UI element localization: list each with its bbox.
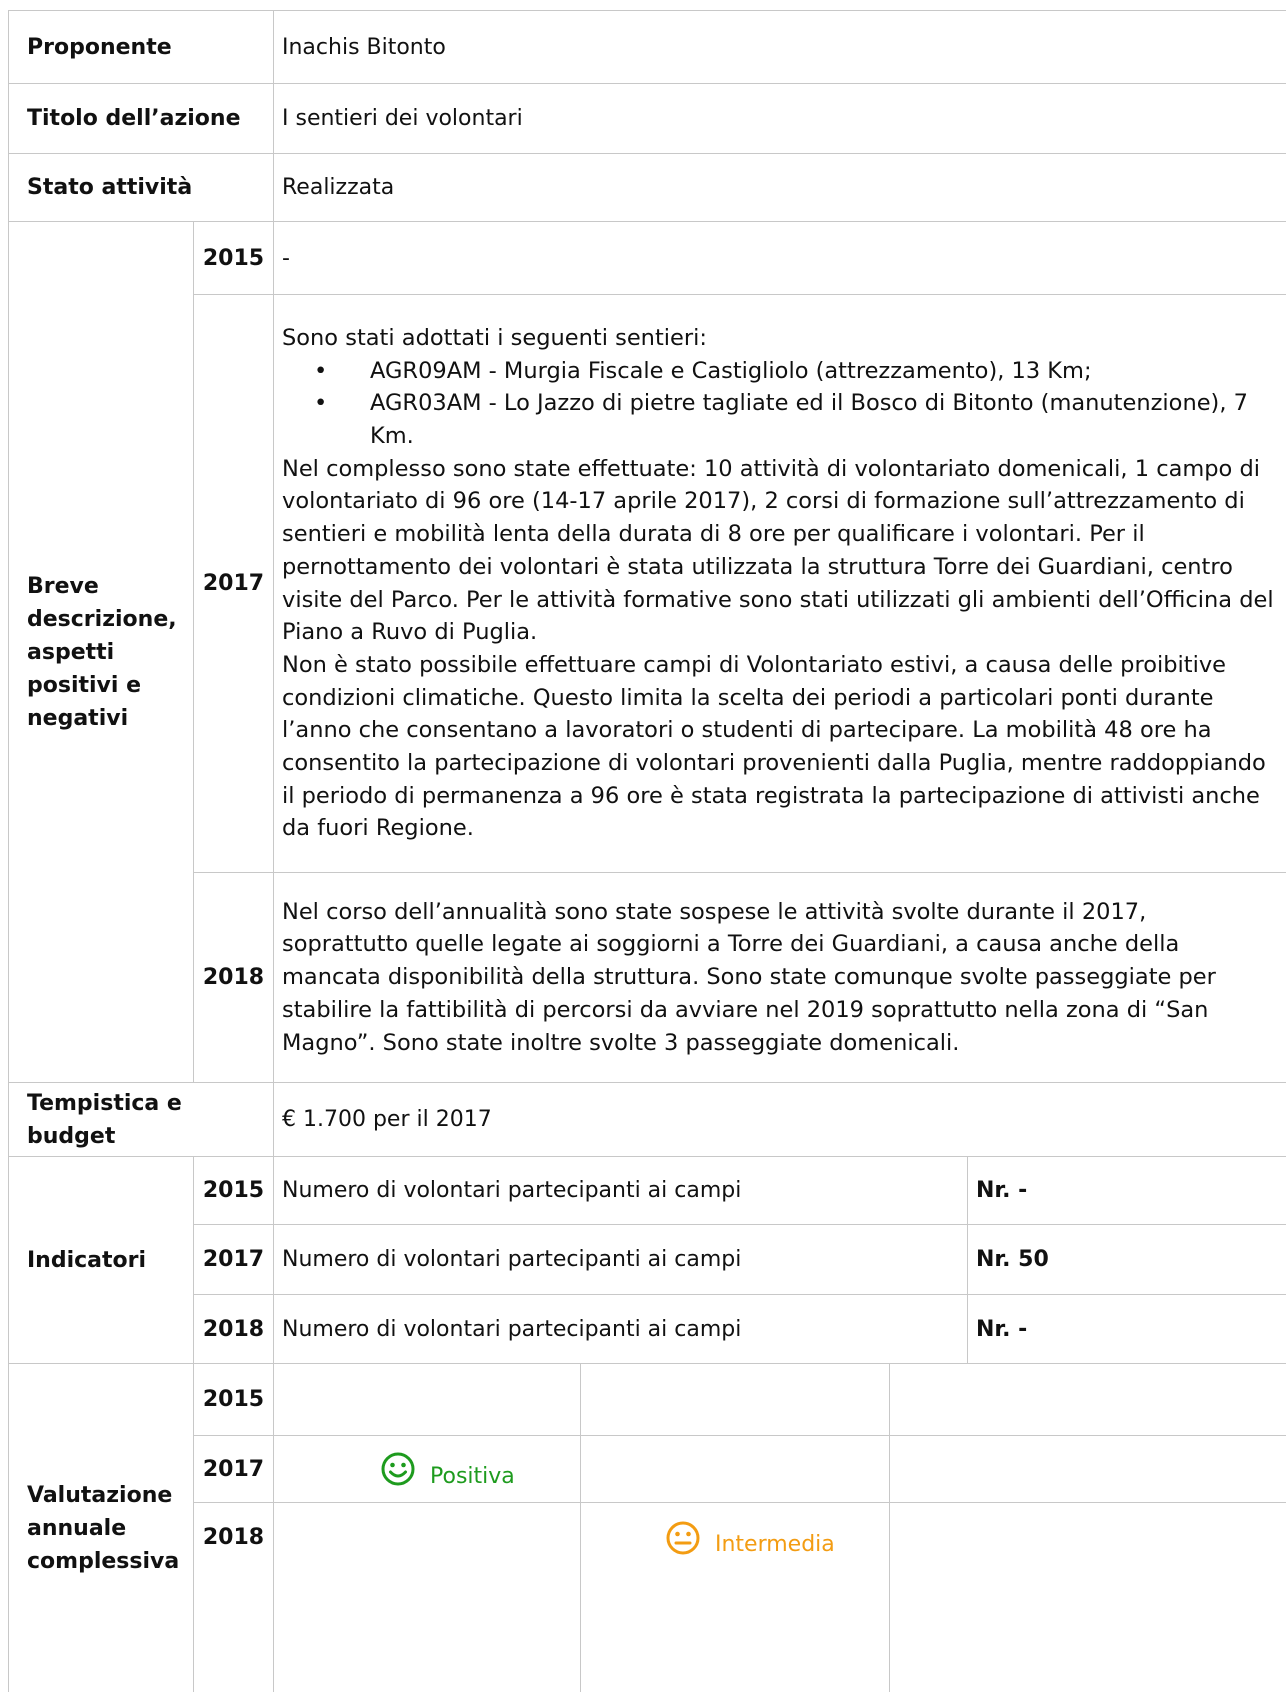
- smiley-happy-icon: [380, 1451, 416, 1487]
- rating-label: Positiva: [430, 1463, 515, 1489]
- descrizione-label: Breve descrizione, aspetti positivi e negativi: [27, 573, 177, 731]
- rating-label: Intermedia: [715, 1532, 835, 1557]
- descrizione-text-2018: Nel corso dell’annualità sono state sospese le attività svolte durante il 2017, soprattutto quelle legate ai soggiorni a Torre dei Guardiani, a causa anche della mancata disponibilità della struttura. Sono state comunque svolte passeggiate per stabilire la fattibilità di percorsi da avviare nel 2019 soprattutto nella zona di “San Magno”. Sono state inoltre svolte 3 passeggiate domenicali.: [282, 898, 1216, 1056]
- valutazione-label: Valutazione annuale complessiva: [27, 1482, 180, 1574]
- budget-label: Tempistica e budget: [27, 1090, 182, 1149]
- column-divider: [273, 10, 274, 1692]
- descrizione-year-2018: 2018: [202, 965, 265, 990]
- stato-value: Realizzata: [282, 175, 395, 200]
- column-divider: [889, 1363, 890, 1692]
- descrizione-text-2017: [282, 295, 1279, 872]
- indicatori-value-2018: Nr. -: [976, 1316, 1028, 1342]
- rating-positiva: [380, 1436, 580, 1502]
- indicatori-text-2015: Numero di volontari partecipanti ai campi: [282, 1178, 742, 1203]
- descrizione-paragraph: Nel complesso sono state effettuate: 10 attività di volontariato domenicali, 1 campo di volontariato di 96 ore (14-17 aprile 2017), 2 corsi di formazione sull’attrezzamento di sentieri e mobilità lenta della durata di 8 ore per qualificare i volontari. Per il pernottamento dei volontari è stata utilizzata la struttura Torre dei Guardiani, centro visite del Parco. Per le attività formative sono stati utilizzati gli ambienti dell’Officina del Piano a Ruvo di Puglia.: [282, 455, 1274, 646]
- indicatori-text-2018: Numero di volontari partecipanti ai campi: [282, 1316, 742, 1342]
- list-item: • AGR03AM - Lo Jazzo di pietre tagliate ed il Bosco di Bitonto (manutenzione), 7 Km.: [370, 387, 1279, 452]
- indicatori-text-2017: Numero di volontari partecipanti ai campi: [282, 1247, 742, 1272]
- titolo-value: I sentieri dei volontari: [282, 106, 523, 131]
- descrizione-year-2017: 2017: [202, 571, 265, 596]
- indicatori-label: Indicatori: [27, 1247, 147, 1273]
- descrizione-year-2015: 2015: [202, 245, 265, 271]
- proponente-value: Inachis Bitonto: [282, 34, 446, 60]
- descrizione-text-2015: -: [282, 245, 290, 271]
- indicatori-year-2018: 2018: [202, 1316, 265, 1342]
- indicatori-value-2017: Nr. 50: [976, 1247, 1049, 1272]
- titolo-label: Titolo dell’azione: [27, 106, 241, 131]
- row-divider: [193, 1435, 1286, 1436]
- column-divider: [580, 1363, 581, 1692]
- smiley-neutral-icon: [665, 1520, 701, 1556]
- indicatori-year-2015: 2015: [202, 1178, 265, 1203]
- valutazione-year-2017: 2017: [202, 1456, 265, 1482]
- budget-value: € 1.700 per il 2017: [282, 1107, 492, 1132]
- list-item: • AGR09AM - Murgia Fiscale e Castigliolo (attrezzamento), 13 Km;: [370, 355, 1279, 388]
- column-divider: [967, 1156, 968, 1363]
- descrizione-intro: Sono stati adottati i seguenti sentieri:: [282, 324, 707, 351]
- valutazione-year-2018: 2018: [202, 1525, 265, 1550]
- indicatori-value-2015: Nr. -: [976, 1178, 1028, 1203]
- descrizione-paragraph: Non è stato possibile effettuare campi di Volontariato estivi, a causa delle proibitive condizioni climatiche. Questo limita la scelta dei periodi a particolari ponti durante l’anno che consentano a lavoratori o studenti di partecipare. La mobilità 48 ore ha consentito la partecipazione di volontari provenienti dalla Puglia, mentre raddoppiando il periodo di permanenza a 96 ore è stata registrata la partecipazione di attivisti anche da fuori Regione.: [282, 651, 1266, 842]
- rating-intermedia: [665, 1503, 889, 1572]
- proponente-label: Proponente: [27, 34, 172, 60]
- indicatori-year-2017: 2017: [202, 1247, 265, 1272]
- sentieri-list: [282, 355, 1279, 453]
- stato-label: Stato attività: [27, 175, 193, 200]
- valutazione-year-2015: 2015: [202, 1387, 265, 1412]
